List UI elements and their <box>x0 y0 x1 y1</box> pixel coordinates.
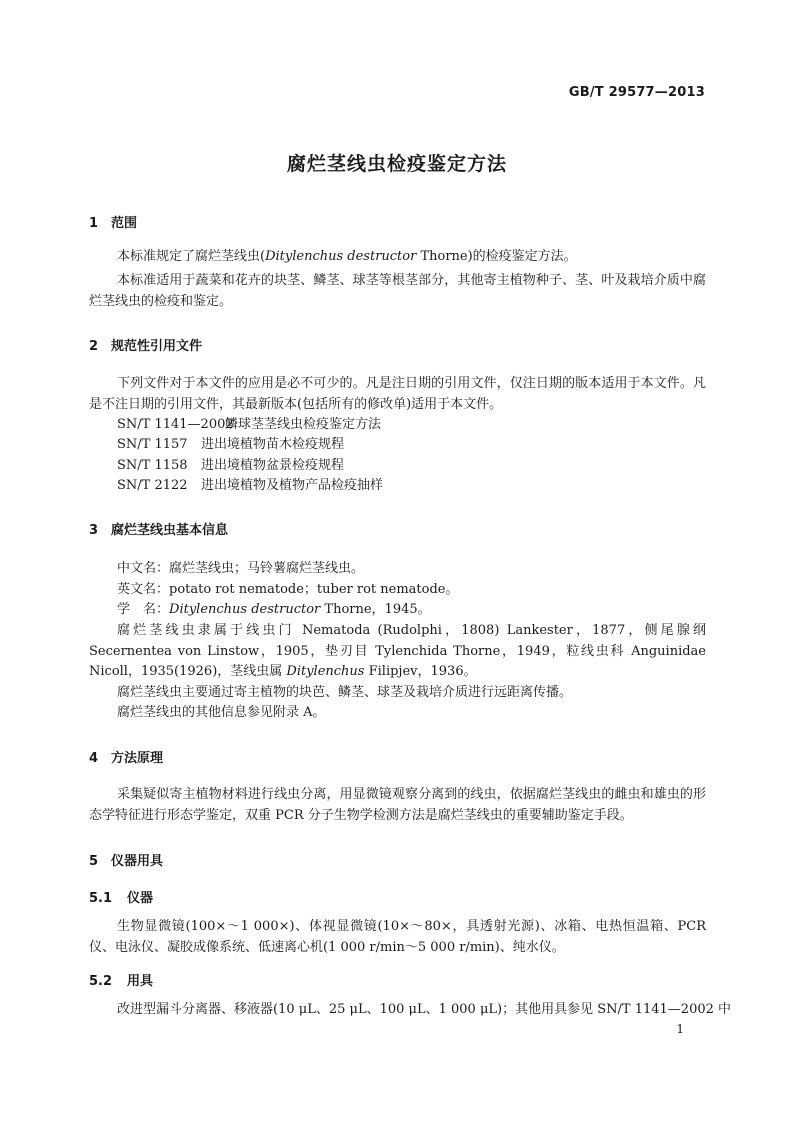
section-title: 方法原理 <box>111 751 164 766</box>
section-title: 仪器用具 <box>111 854 164 869</box>
other-info-paragraph: 腐烂茎线虫的其他信息参见附录 A。 <box>117 705 326 720</box>
section-title: 仪器 <box>127 891 154 906</box>
section-5-1-paragraph-1: 生物显微镜(100×～1 000×)、体视显微镜(10×～80×，具透射光源)、冰箱、电热恒温箱、PCR 仪、电泳仪、凝胶成像系统、低速离心机(1 000 r/min～5 000 r/min)、纯水仪。 <box>89 919 706 955</box>
scientific-name-line: 学 名：Ditylenchus destructor Thorne，1945。 <box>117 602 431 617</box>
section-5-1-heading <box>89 887 153 906</box>
section-4-heading <box>89 747 163 766</box>
section-1-paragraph-1: 本标准规定了腐烂茎线虫(Ditylenchus destructor Thorne)的检疫鉴定方法。 <box>117 249 577 264</box>
section-5-2-heading <box>89 970 153 989</box>
section-1-heading <box>89 212 137 231</box>
spread-paragraph: 腐烂茎线虫主要通过寄主植物的块芭、鳞茎、球茎及栽培介质进行远距离传播。 <box>117 685 573 700</box>
section-title: 规范性引用文件 <box>111 339 203 354</box>
section-5-heading <box>89 850 163 869</box>
english-name: 英文名：potato rot nematode；tuber rot nematode。 <box>117 582 459 597</box>
section-4-paragraph-1: 采集疑似寄主植物材料进行线虫分离，用显微镜观察分离到的线虫，依据腐烂茎线虫的雌虫和雄虫的形态学特征进行形态学鉴定，双重 PCR 分子生物学检测方法是腐烂茎线虫的重要辅助鉴定手段。 <box>89 787 706 823</box>
section-number: 5 <box>89 854 99 869</box>
chinese-name: 中文名：腐烂茎线虫；马铃薯腐烂茎线虫。 <box>117 561 365 576</box>
section-title: 用具 <box>127 974 154 989</box>
normative-reference: SN/T 2122 进出境植物及植物产品检疫抽样 <box>117 478 384 493</box>
section-3-heading <box>89 519 228 538</box>
normative-reference: SN/T 1141—2002鳞球茎茎线虫检疫鉴定方法 <box>117 417 382 432</box>
section-1-paragraph-2: 本标准适用于蔬菜和花卉的块茎、鳞茎、球茎等根茎部分，其他寄主植物种子、茎、叶及栽培介质中腐烂茎线虫的检疫和鉴定。 <box>89 273 706 309</box>
normative-reference: SN/T 1157 进出境植物苗木检疫规程 <box>117 437 345 452</box>
section-number: 5.1 <box>89 891 113 906</box>
section-number: 2 <box>89 339 99 354</box>
page-number: 1 <box>676 1022 684 1036</box>
section-2-paragraph-1: 下列文件对于本文件的应用是必不可少的。凡是注日期的引用文件，仅注日期的版本适用于本文件。凡是不注日期的引用文件，其最新版本(包括所有的修改单)适用于本文件。 <box>89 376 706 412</box>
section-title: 腐烂茎线虫基本信息 <box>111 523 229 538</box>
document-title: 腐烂茎线虫检疫鉴定方法 <box>286 153 507 175</box>
taxonomy-paragraph: 腐烂茎线虫隶属于线虫门 Nematoda (Rudolphi，1808) Lankester，1877，侧尾腺纲 Secernentea von Linstow，1905，垫刃目 Tylenchida Thorne，1949，粒线虫科 Anguinidae Nicoll，1935(1926)，茎线虫属 Ditylenchus Filipjev，1936。 <box>89 623 706 679</box>
section-title: 范围 <box>111 216 138 231</box>
section-2-heading <box>89 335 202 354</box>
section-number: 5.2 <box>89 974 113 989</box>
scientific-name: Ditylenchus destructor <box>265 249 417 264</box>
section-number: 1 <box>89 216 99 231</box>
standard-number: GB/T 29577—2013 <box>568 85 705 100</box>
section-5-2-paragraph-1: 改进型漏斗分离器、移液器(10 μL、25 μL、100 μL、1 000 μL)；其他用具参见 SN/T 1141—2002 中 <box>117 1002 732 1017</box>
normative-reference: SN/T 1158 进出境植物盆景检疫规程 <box>117 458 345 473</box>
section-number: 3 <box>89 523 99 538</box>
section-number: 4 <box>89 751 99 766</box>
